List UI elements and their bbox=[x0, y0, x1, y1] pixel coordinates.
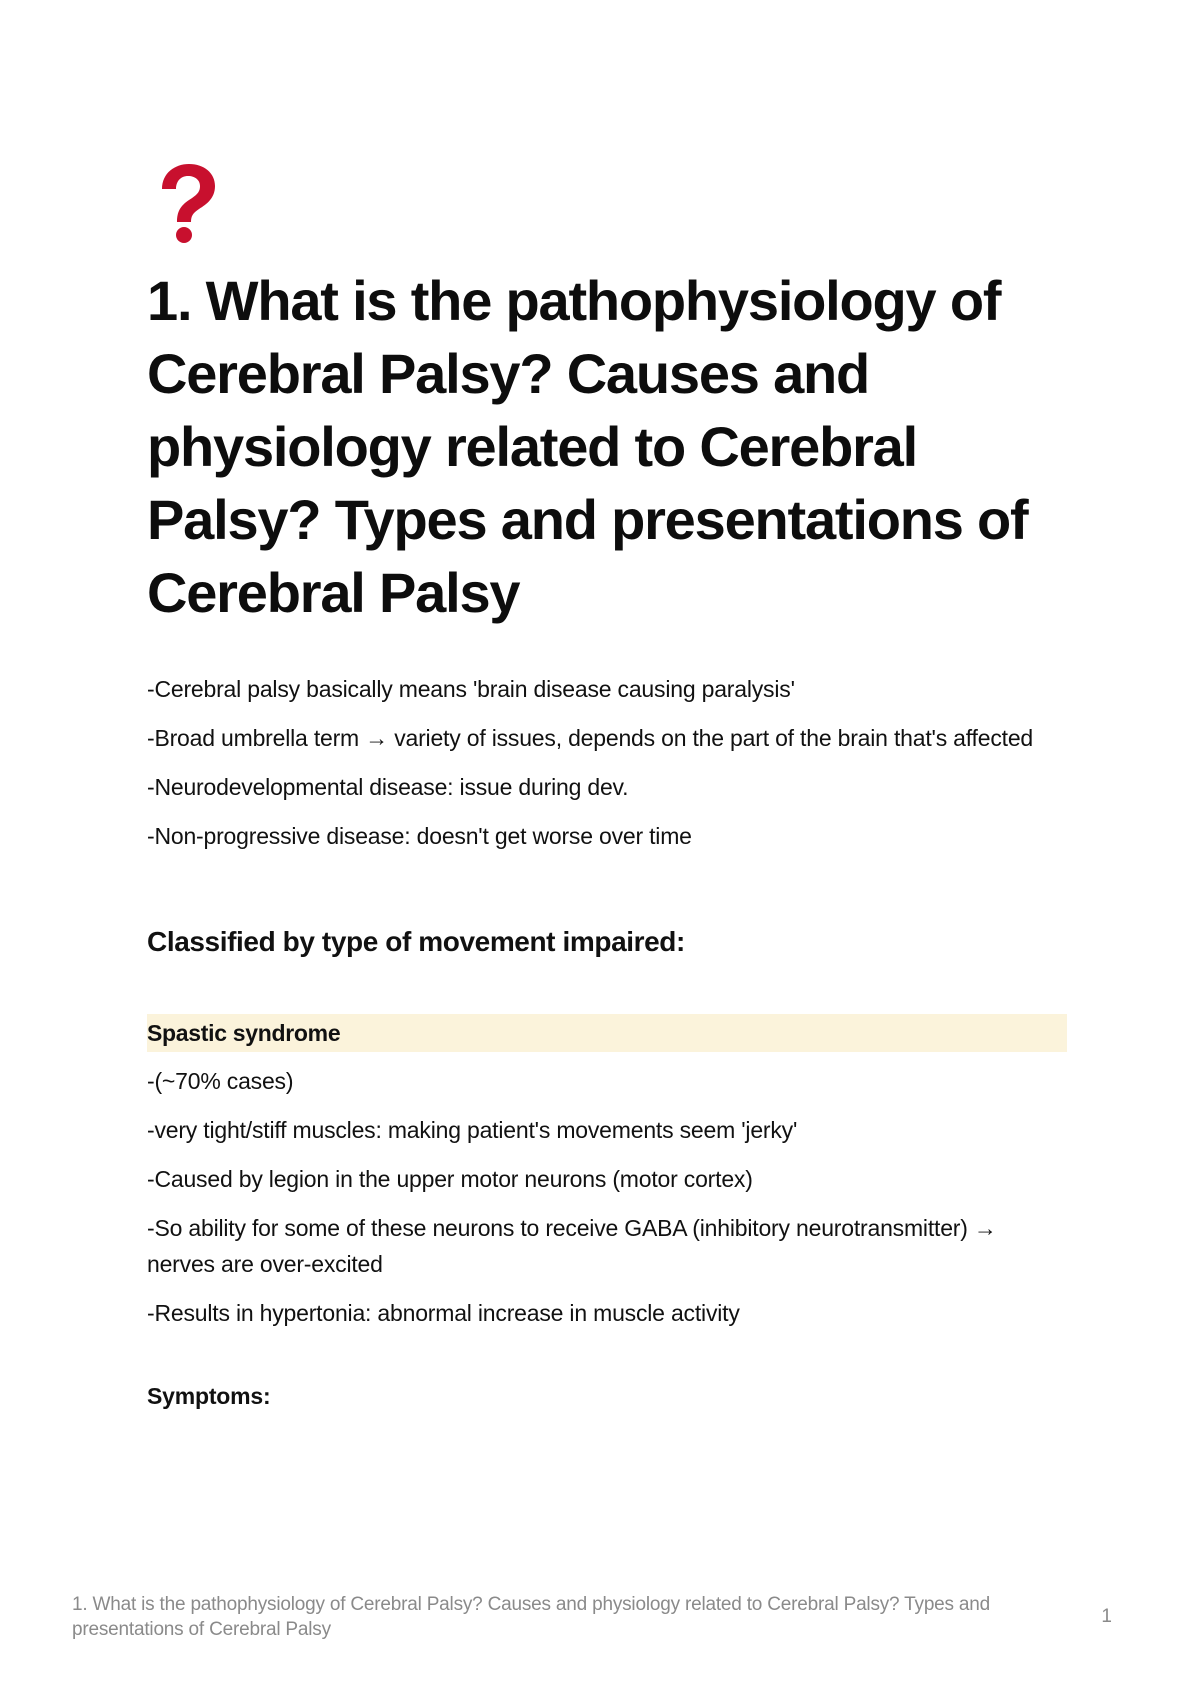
intro-paragraph-1: -Cerebral palsy basically means 'brain disease causing paralysis' bbox=[147, 676, 795, 702]
page-title: 1. What is the pathophysiology of Cerebral Palsy? Causes and physiology related to Cerebral Palsy? Types and presentations of Cerebral Palsy bbox=[147, 269, 1028, 624]
spastic-item-3: -Caused by legion in the upper motor neurons (motor cortex) bbox=[147, 1166, 753, 1192]
intro-paragraphs bbox=[147, 671, 1067, 854]
spastic-item-1: -(~70% cases) bbox=[147, 1068, 294, 1094]
symptoms-label: Symptoms: bbox=[147, 1383, 271, 1409]
spastic-item-2: -very tight/stiff muscles: making patient's movements seem 'jerky' bbox=[147, 1117, 798, 1143]
page-footer bbox=[72, 1592, 1112, 1642]
footer-title: 1. What is the pathophysiology of Cerebral Palsy? Causes and physiology related to Cerebral Palsy? Types and presentations of Cerebral Palsy bbox=[72, 1594, 991, 1640]
spastic-item-4: -So ability for some of these neurons to receive GABA (inhibitory neurotransmitter) → nerves are over-excited bbox=[147, 1215, 997, 1277]
spastic-syndrome-list bbox=[147, 1063, 1067, 1331]
section-heading: Classified by type of movement impaired: bbox=[147, 926, 685, 957]
page-content bbox=[147, 160, 1067, 1414]
intro-paragraph-4: -Non-progressive disease: doesn't get worse over time bbox=[147, 823, 692, 849]
red-question-mark-icon bbox=[147, 160, 227, 244]
spastic-syndrome-callout: Spastic syndrome bbox=[147, 1014, 1067, 1052]
intro-paragraph-3: -Neurodevelopmental disease: issue during dev. bbox=[147, 774, 629, 800]
intro-paragraph-2: -Broad umbrella term → variety of issues, depends on the part of the brain that's affected bbox=[147, 725, 1034, 751]
page-number: 1 bbox=[1101, 1606, 1112, 1627]
spastic-item-5: -Results in hypertonia: abnormal increase in muscle activity bbox=[147, 1300, 740, 1326]
